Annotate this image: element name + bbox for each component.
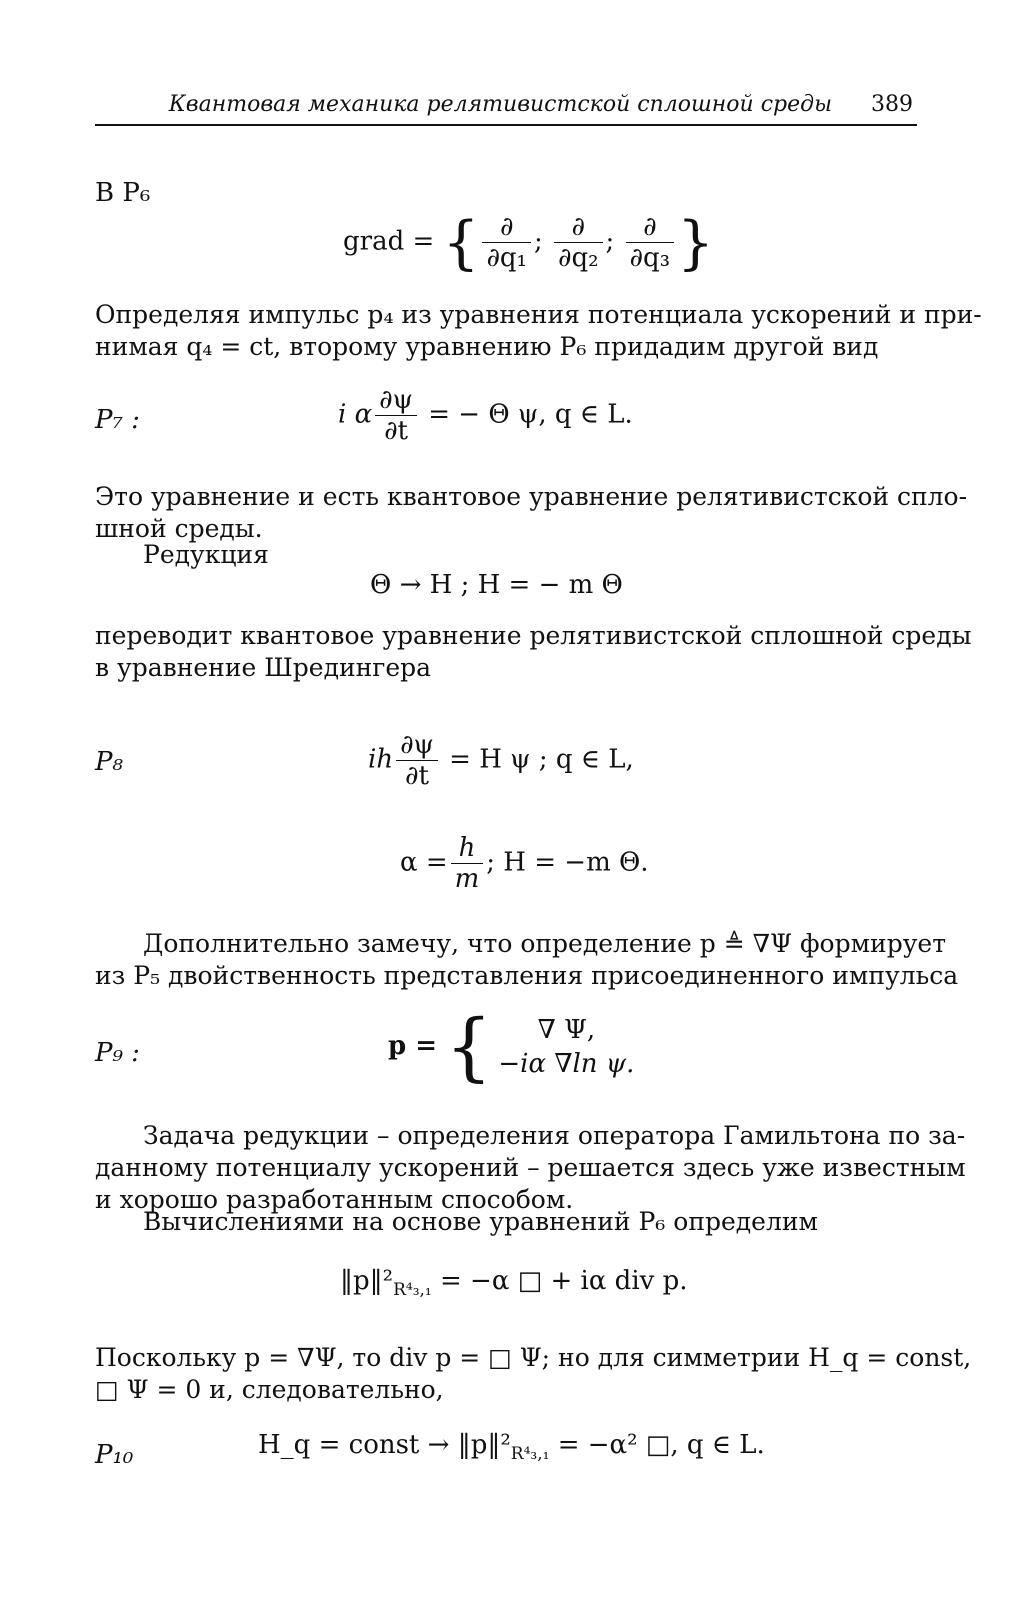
paragraph-line: шной среды. [95,514,263,543]
paragraph-line: Редукция [143,540,269,569]
paragraph-7 [95,1206,917,1238]
norm-subscript: R⁴₃,₁ [393,1280,432,1301]
grad-lhs: grad [343,226,405,257]
case-2: −iα ∇ln ψ. [498,1049,635,1079]
cases [492,1013,634,1081]
equation-p7 [338,385,633,446]
cases-brace: { [445,1004,493,1090]
page-number: 389 [871,92,913,117]
right-brace: } [677,208,714,277]
p7-rhs: = − Θ ψ, q ∈ L. [428,399,633,430]
label-p9: P₉ : [95,1038,140,1068]
paragraph-line: из P₅ двойственность представления присоединенного импульса [95,961,959,990]
paragraph-line: Дополнительно замечу, что определение p ≜ ∇Ψ формирует [143,929,947,958]
equation-reduction: Θ → H ; H = − m Θ [370,570,623,600]
paragraph-2 [95,481,968,545]
intro-text: В P₆ [95,178,151,208]
paragraph-line: □ Ψ = 0 и, следовательно, [95,1375,444,1404]
paragraph-line: Это уравнение и есть квантовое уравнение релятивистской спло- [95,482,968,511]
paragraph-5 [95,928,959,992]
norm-rhs: = −α □ + iα div p. [440,1266,688,1296]
partial-q1-frac: $\frac{\partial}{\text{∂q₁}}$ [482,212,531,273]
p8-frac: $\frac{\partial\psi}{\partial t}$ [396,730,438,791]
paragraph-6 [95,1120,966,1216]
p10-rhs: = −α² □, q ∈ L. [557,1430,765,1460]
paragraph-line: Задача редукции – определения оператора Гамильтона по за- [143,1121,966,1150]
paragraph-line: и хорошо разработанным способом. [95,1185,574,1214]
paragraph-line: Поскольку p = ∇Ψ, то div p = □ Ψ; но для симметрии H_q = const, [95,1343,972,1372]
p10-subscript: R⁴₃,₁ [510,1444,550,1465]
paragraph-line: Определяя импульс p₄ из уравнения потенциала ускорений и при- [95,300,982,329]
paragraph-3 [95,539,917,571]
running-title: Квантовая механика релятивистской сплошной среды [168,92,832,117]
p8-lhs: ih [368,744,394,775]
partial-q3-frac: $\frac{\partial}{\text{∂q₃}}$ [626,212,675,273]
alpha-lhs: α = [400,847,448,878]
norm-lhs: ‖p‖² [340,1266,394,1296]
equation-p9 [388,1004,635,1090]
paragraph-line: переводит квантовое уравнение релятивистской сплошной среды [95,621,972,650]
paragraph-line: данному потенциалу ускорений – решается здесь уже известным [95,1153,966,1182]
label-p8: P₈ [95,747,123,777]
equation-norm [340,1266,688,1300]
alpha-frac: $\frac{h}{m}$ [451,833,484,894]
label-p7: P₇ : [95,405,140,435]
label-p10: P₁₀ [95,1440,134,1470]
alpha-rhs: ; H = −m Θ. [486,847,649,878]
case-1: ∇ Ψ, [537,1015,596,1045]
p9-lhs: p = [388,1031,438,1061]
equation-p8 [368,730,634,791]
paragraph-1 [95,299,982,363]
running-header [95,92,917,126]
paragraph-line: нимая q₄ = ct, второму уравнению P₆ придадим другой вид [95,332,879,361]
grad-eq-sign: = [412,226,435,257]
p7-frac: $\frac{\partial\psi}{\partial t}$ [375,385,417,446]
paragraph-4 [95,620,972,684]
paragraph-line: Вычислениями на основе уравнений P₆ определим [143,1207,818,1236]
left-brace: { [442,208,480,277]
p7-lhs: i α [338,399,373,430]
equation-p10 [258,1430,765,1464]
partial-q2-frac: $\frac{\partial}{\text{∂q₂}}$ [554,212,603,273]
p10-lhs: H_q = const → ‖p‖² [258,1430,511,1460]
paragraph-8 [95,1342,972,1406]
equation-alpha [400,833,649,894]
equation-grad: grad = { $\frac{\partial}{\text{∂q₁}}$ ; $\frac{\partial}{\text{∂q₂}}$ ; $\frac{\partial}{\text{∂q₃}}$ } [343,208,714,277]
paragraph-line: в уравнение Шредингера [95,653,432,682]
p8-rhs: = H ψ ; q ∈ L, [449,744,634,775]
